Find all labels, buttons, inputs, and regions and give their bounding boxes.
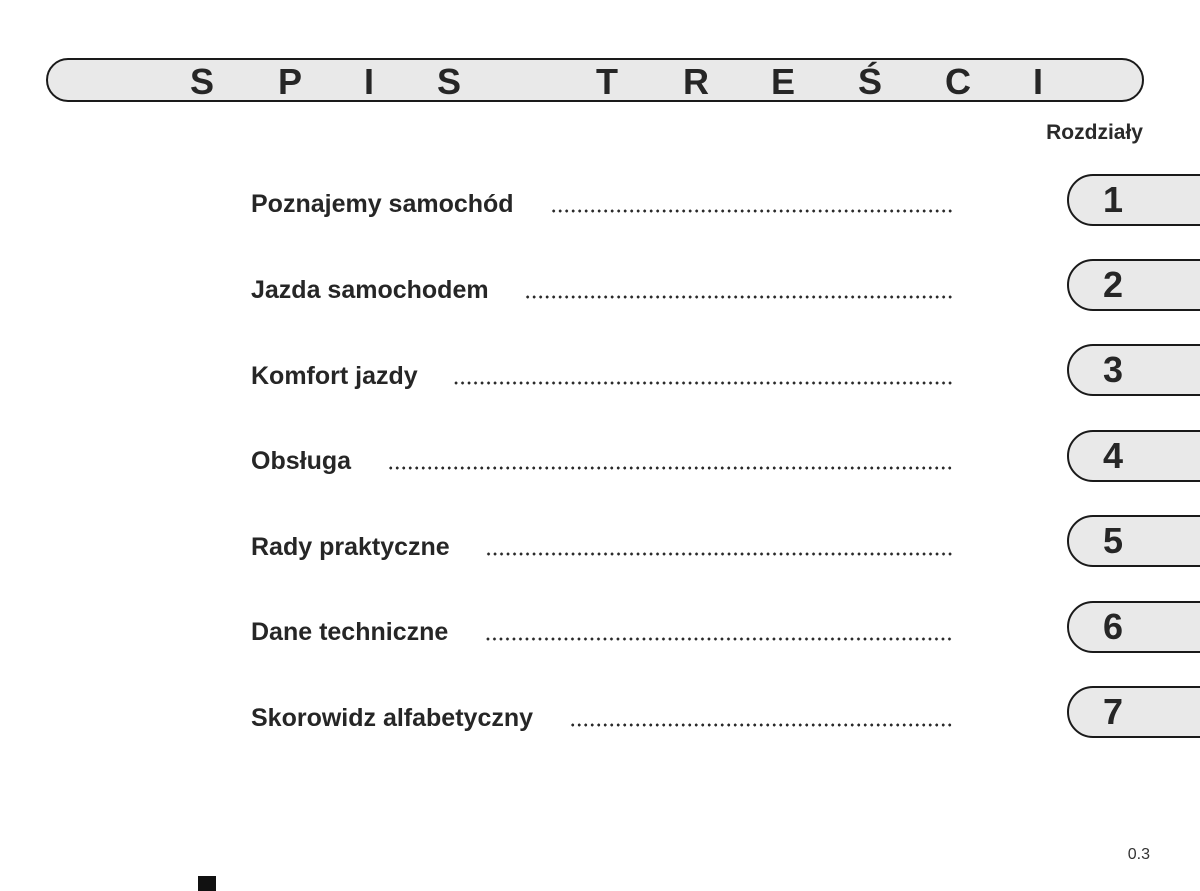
chapter-tab-1[interactable] bbox=[1067, 174, 1200, 226]
chapter-tab-7[interactable] bbox=[1067, 686, 1200, 738]
chapter-number: 3 bbox=[1102, 349, 1124, 390]
dot-leader bbox=[454, 381, 953, 385]
toc-entry-label: Jazda samochodem bbox=[251, 276, 489, 304]
chapter-number: 1 bbox=[1102, 179, 1124, 220]
chapter-tab-2[interactable] bbox=[1067, 259, 1200, 311]
page-title-letter: P bbox=[277, 61, 303, 102]
chapter-number: 7 bbox=[1102, 691, 1124, 732]
toc-entry-label: Rady praktyczne bbox=[251, 533, 450, 561]
chapter-number: 2 bbox=[1102, 264, 1124, 305]
toc-entry-alphabetical-index[interactable] bbox=[251, 692, 953, 732]
toc-entry-maintenance[interactable] bbox=[251, 435, 953, 475]
page-title-letter: E bbox=[770, 61, 796, 102]
toc-entry-technical-data[interactable] bbox=[251, 606, 953, 646]
page-title-letter: C bbox=[945, 61, 971, 102]
page-title-letter: S bbox=[436, 61, 462, 102]
chapter-number: 4 bbox=[1102, 435, 1124, 476]
dot-leader bbox=[569, 723, 953, 727]
dot-leader bbox=[550, 209, 953, 213]
toc-entry-getting-to-know-car[interactable] bbox=[251, 178, 953, 218]
toc-entry-label: Dane techniczne bbox=[251, 618, 449, 646]
page-number: 0.3 bbox=[1127, 846, 1150, 863]
dot-leader bbox=[486, 552, 953, 556]
toc-entry-driving[interactable] bbox=[251, 264, 953, 304]
page-title-letter: I bbox=[1032, 61, 1044, 102]
chapter-number: 5 bbox=[1102, 520, 1124, 561]
chapter-number: 6 bbox=[1102, 606, 1124, 647]
chapter-tab-4[interactable] bbox=[1067, 430, 1200, 482]
toc-entry-comfort[interactable] bbox=[251, 350, 953, 390]
page-title-letter: R bbox=[683, 61, 709, 102]
toc-entry-label: Komfort jazdy bbox=[251, 362, 418, 390]
page-title-letter: S bbox=[189, 61, 215, 102]
toc-entry-practical-advice[interactable] bbox=[251, 521, 953, 561]
margin-mark bbox=[198, 876, 216, 891]
page-title-letter: T bbox=[596, 61, 618, 102]
page-title-letter: Ś bbox=[857, 61, 883, 102]
page-title-bar bbox=[46, 58, 1144, 102]
page-title-letter: I bbox=[363, 61, 375, 102]
toc-entry-label: Skorowidz alfabetyczny bbox=[251, 704, 534, 732]
dot-leader bbox=[525, 295, 953, 299]
toc-entry-label: Obsługa bbox=[251, 447, 352, 475]
dot-leader bbox=[484, 637, 953, 641]
toc-entry-label: Poznajemy samochód bbox=[251, 190, 514, 218]
chapters-heading: Rozdziały bbox=[1046, 121, 1143, 144]
chapter-tab-5[interactable] bbox=[1067, 515, 1200, 567]
dot-leader bbox=[387, 466, 953, 470]
chapter-tab-3[interactable] bbox=[1067, 344, 1200, 396]
chapter-tab-6[interactable] bbox=[1067, 601, 1200, 653]
